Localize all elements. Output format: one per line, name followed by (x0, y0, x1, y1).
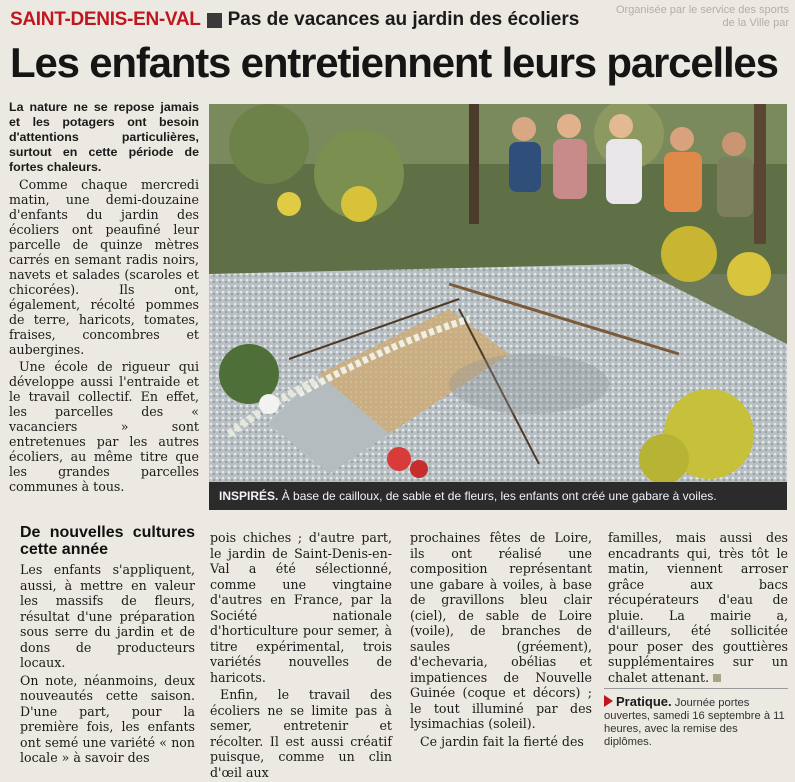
text-column-2 (210, 530, 392, 782)
col4-paragraph-1 (608, 530, 788, 685)
garden-photo-illustration (209, 104, 787, 482)
end-of-article-icon (713, 674, 721, 682)
caption-label: INSPIRÉS. (219, 489, 279, 503)
pratique-text: Journée portes ouvertes, samedi 16 septembre à 11 heures, avec la remise des diplômes. (604, 697, 785, 748)
garden-photo (209, 104, 787, 482)
col3-paragraph-2: Ce jardin fait la fierté des (420, 733, 584, 749)
arrow-right-icon (604, 695, 613, 707)
pratique-box (604, 688, 788, 749)
kicker-place: SAINT-DENIS-EN-VAL (10, 9, 201, 30)
col2-paragraph-2: Enfin, le travail des écoliers ne se limite pas à semer, entretenir et récolter. Il est aussi créatif puisque, comme un clin d'œil aux (210, 687, 392, 780)
col1-paragraph-2: On note, néanmoins, deux nouveautés cette saison. D'une part, pour la première fois, les enfants ont semé une variété « non locale » à savoir des (20, 672, 195, 765)
pratique-title: Pratique. (616, 694, 672, 709)
left-paragraph-2: Une école de rigueur qui développe aussi l'entraide et le travail collectif. En effet, les parcelles des « vacanciers » sont entretenues par les autres écoliers, au même titre que les grandes parcelles communes à tous. (9, 359, 199, 494)
headline: Les enfants entretiennent leurs parcelles (10, 39, 778, 86)
adjacent-article-bleed: Organisée par le service des sports de la Ville par (615, 4, 789, 29)
photo-caption (209, 482, 787, 510)
col2-paragraph-1: pois chiches ; d'autre part, le jardin de Saint-Denis-en-Val a été sélectionné, comme une vingtaine d'autres en France, par la Société nationale d'horticulture pour semer, à titre expérimental, trois variétés nouvelles de haricots. (210, 530, 392, 685)
left-paragraph-1: Comme chaque mercredi matin, une demi-douzaine d'enfants du jardin des écoliers ont peaufiné leur parcelle de quinze mètres carrés en semant radis noirs, navets et salades (scaroles et chicorées). Ils ont, également, récolté pommes de terre, haricots, tomates, fraises, concombres et aubergines. (9, 177, 199, 357)
col3-paragraph-1: prochaines fêtes de Loire, ils ont réalisé une composition représentant une gabare à voiles, à base de gravillons bleu clair (ciel), de sable de Loire (voile), de branches de saules (gréement), d'echevaria, obélias et impatiences de Nouvelle Guinée (coque et décors) ; le tout illuminé par des lysimachias (soleil). (410, 530, 592, 731)
chapo: La nature ne se repose jamais et les potagers ont besoin d'attentions particulières, surtout en cette période de fortes chaleurs. (9, 100, 199, 174)
caption-text: À base de cailloux, de sable et de fleurs, les enfants ont créé une gabare à voiles. (278, 489, 717, 503)
text-column-3 (410, 530, 592, 751)
section-subhead: De nouvelles cultures cette année (20, 524, 195, 558)
text-column-4 (608, 530, 788, 687)
col4-text: familles, mais aussi des encadrants qui, très tôt le matin, viennent arroser grâce aux bacs récupérateurs d'eau de pluie. La mairie a, d'ailleurs, été sollicitée pour poser des gouttières supplémentaires sur un chalet attenant. (608, 530, 788, 685)
text-column-1 (20, 524, 195, 768)
left-column (9, 100, 199, 496)
kicker-square-icon (207, 13, 222, 28)
col1-paragraph-1: Les enfants s'appliquent, aussi, à mettre en valeur les massifs de fleurs, résultat d'une préparation sous serre du jardin et de dons de producteurs locaux. (20, 562, 195, 670)
kicker-subtitle: Pas de vacances au jardin des écoliers (227, 9, 580, 30)
